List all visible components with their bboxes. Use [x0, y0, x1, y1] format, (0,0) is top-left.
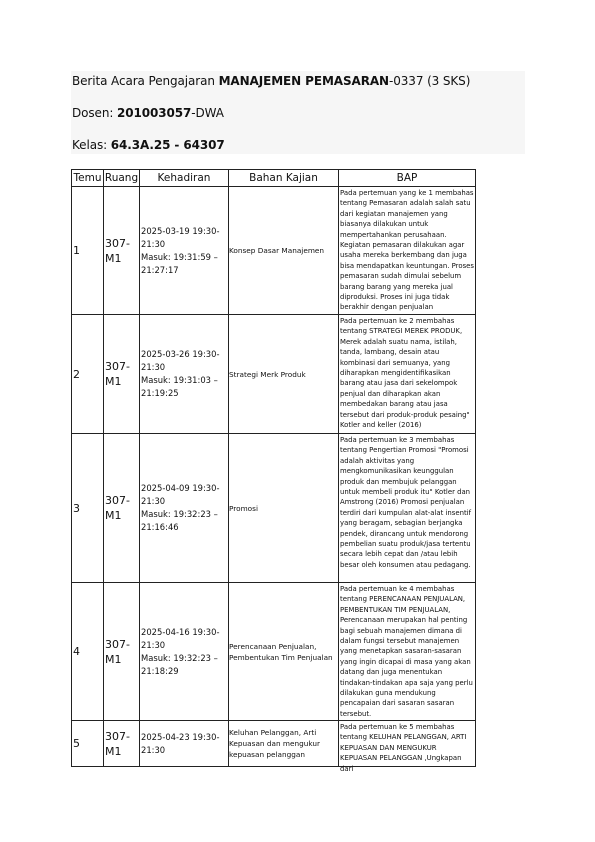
col-header-bap: BAP: [339, 170, 476, 187]
cell-bahan-kajian: Perencanaan Penjualan, Pembentukan Tim Penjualan: [229, 583, 339, 721]
jadwal-text: 2025-04-16 19:30-21:30: [141, 626, 220, 650]
table-row: [72, 583, 476, 721]
cell-kehadiran: [140, 434, 229, 583]
course-code: -0337 (3 SKS): [388, 74, 471, 88]
title-prefix: Berita Acara Pengajaran: [72, 74, 219, 88]
cell-bap: Pada pertemuan ke 2 membahas tentang STRATEGI MEREK PRODUK, Merek adalah suatu nama, istilah, tanda, lambang, desain atau kombinasi dari semuanya, yang diharapkan mengidentifikasikan barang atau jasa dari sekelompok penjual dan diharapkan akan membedakan barang atau jasa tersebut dari produk-produk pesaing" Kotler and keller (2016): [339, 315, 476, 434]
cell-temu: 2: [72, 315, 104, 434]
kelas-value: 64.3A.25 - 64307: [110, 138, 225, 152]
dosen-line: [72, 106, 224, 120]
table-row: [72, 434, 476, 583]
masuk-text: Masuk: 19:32:23 – 21:16:46: [141, 509, 218, 532]
cell-bap: Pada pertemuan yang ke 1 membahas tentang Pemasaran adalah salah satu dari kegiatan manajemen yang biasanya dilakukan untuk mempertahankan perusahaan. Kegiatan pemasaran dilakukan agar usaha mereka berkembang dan juga bisa mendapatkan keuntungan. Proses pemasaran sudah dimulai sebelum barang barang yang mereka jual diproduksi. Proses ini juga tidak berakhir dengan penjualan: [339, 187, 476, 315]
bap-table: [71, 169, 476, 773]
table-row: [72, 187, 476, 315]
jadwal-text: 2025-04-09 19:30-21:30: [141, 483, 220, 506]
cell-kehadiran: [140, 583, 229, 721]
col-header-ruang: Ruang: [104, 170, 140, 187]
cell-temu: 4: [72, 583, 104, 721]
cell-bahan-kajian: Promosi: [229, 434, 339, 583]
cell-temu: 1: [72, 187, 104, 315]
table-row: [72, 721, 476, 767]
cell-temu: 3: [72, 434, 104, 583]
col-header-kehadiran: Kehadiran: [140, 170, 229, 187]
cell-bap: [339, 721, 476, 773]
cell-bap: Pada pertemuan ke 3 membahas tentang Pengertian Promosi "Promosi adalah aktivitas yang mengkomunikasikan keunggulan produk dan membujuk pelanggan untuk membeli produk itu" Kotler dan Amstrong (2016) Promosi penjualan terdiri dari kumpulan alat-alat insentif yang beragam, sebagian berjangka pendek, dirancang untuk mendorong pembelian suatu produk/jasa tertentu secara lebih cepat dan /atau lebih besar oleh konsumen atau pedagang.: [339, 434, 476, 583]
kelas-label: Kelas:: [72, 138, 111, 152]
dosen-label: Dosen:: [72, 106, 117, 120]
cell-bahan-kajian: Konsep Dasar Manajemen: [229, 187, 339, 315]
col-header-bahan-kajian: Bahan Kajian: [229, 170, 339, 187]
table-header-row: [72, 170, 476, 187]
document-header: [71, 71, 525, 154]
masuk-text: Masuk: 19:31:03 – 21:19:25: [141, 375, 218, 398]
cell-bahan-kajian: Keluhan Pelanggan, Arti Kepuasan dan mengukur kepuasan pelanggan: [229, 721, 339, 767]
masuk-text: Masuk: 19:32:23 – 21:18:29: [141, 652, 218, 676]
course-name: MANAJEMEN PEMASARAN: [218, 74, 389, 88]
cell-bahan-kajian: Strategi Merk Produk: [229, 315, 339, 434]
table-row: [72, 315, 476, 434]
jadwal-text: 2025-03-26 19:30-21:30: [141, 349, 220, 372]
jadwal-text: 2025-03-19 19:30-21:30: [141, 225, 220, 249]
cell-kehadiran: [140, 315, 229, 434]
cell-temu: 5: [72, 721, 104, 767]
dosen-suffix: -DWA: [191, 106, 224, 120]
jadwal-text: 2025-04-23 19:30-21:30: [141, 731, 220, 755]
cell-bap: Pada pertemuan ke 4 membahas tentang PERENCANAAN PENJUALAN, PEMBENTUKAN TIM PENJUALAN, Perencanaan merupakan hal penting bagi sebuah manajemen dimana di dalam fungsi tersebut manajemen yang menetapkan sasaran-sasaran yang ingin dicapai di masa yang akan datang dan juga menentukan tindakan-tindakan apa saja yang perlu dilakukan guna mendukung pencapaian dari sasaran sasaran tersebut.: [339, 583, 476, 721]
cell-ruang: 307-M1: [104, 721, 140, 767]
cell-ruang: 307-M1: [104, 315, 140, 434]
bap-text: Pada pertemuan ke 5 membahas tentang KELUHAN PELANGGAN, ARTI KEPUASAN DAN MENGUKUR KEPUASAN PELANGGAN ,Ungkapan dari: [340, 723, 467, 773]
cell-ruang: 307-M1: [104, 583, 140, 721]
dosen-id: 201003057: [116, 106, 192, 120]
kelas-line: [72, 138, 225, 152]
col-header-temu: Temu: [72, 170, 104, 187]
cell-ruang: 307-M1: [104, 434, 140, 583]
cell-kehadiran: [140, 187, 229, 315]
cell-kehadiran: [140, 721, 229, 767]
masuk-text: Masuk: 19:31:59 – 21:27:17: [141, 251, 218, 275]
cell-ruang: 307-M1: [104, 187, 140, 315]
title-line: [72, 74, 470, 88]
